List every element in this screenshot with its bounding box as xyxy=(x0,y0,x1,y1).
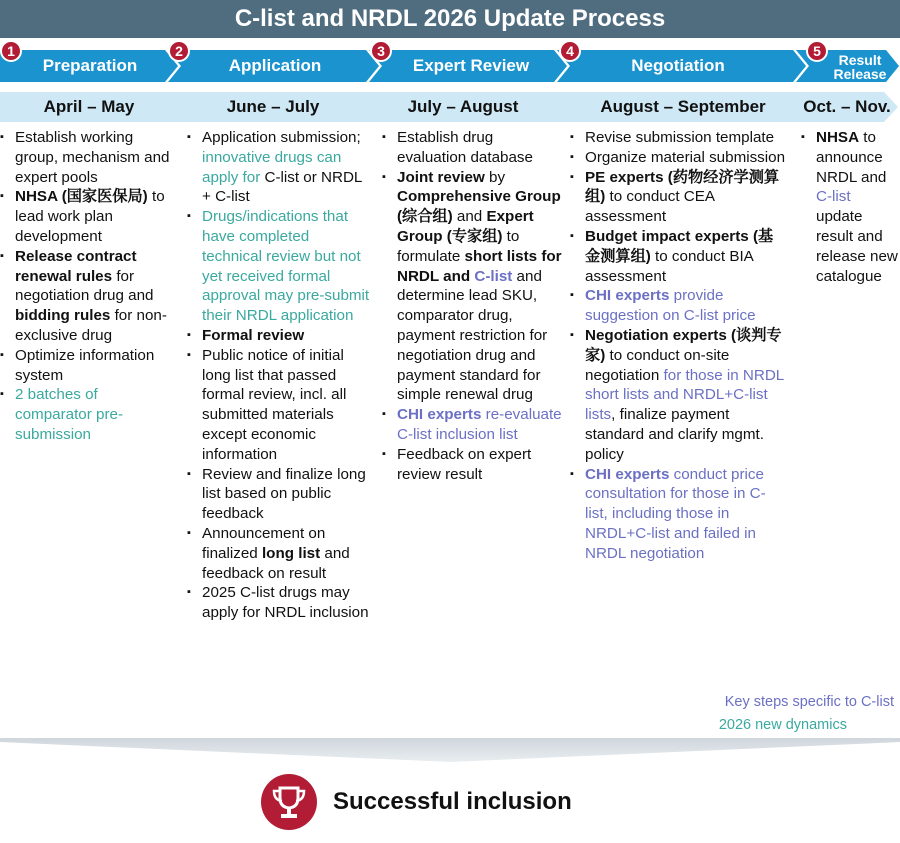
bullet-text: Joint review xyxy=(397,168,485,186)
bullet-item xyxy=(382,445,566,485)
bullet-marker: ▪ xyxy=(570,229,574,242)
bullet-text: conduct price consultation for those in C-list, including those in NRDL+C-list and failed in NRDL negotiation xyxy=(585,465,766,562)
bullet-text: Application submission; xyxy=(202,129,361,146)
bullet-text: NHSA xyxy=(816,129,860,146)
bullet-item xyxy=(187,583,373,623)
bullet-text: NHSA (国家医保局) xyxy=(15,188,148,206)
bullet-text: C-list xyxy=(816,188,851,206)
bullet-item xyxy=(570,128,788,148)
bullet-item xyxy=(187,326,373,346)
bullet-text: provide suggestion on C-list price xyxy=(585,287,756,325)
bullet-item xyxy=(570,148,788,168)
step-label-4: Negotiation xyxy=(631,56,725,75)
bullet-marker: ▪ xyxy=(0,388,4,401)
bullet-text: Optimize information system xyxy=(15,346,155,384)
step-label-5 xyxy=(822,53,898,85)
bullet-marker: ▪ xyxy=(801,131,805,143)
bullet-text: 2 batches of comparator pre-submission xyxy=(15,386,124,443)
bullet-marker: ▪ xyxy=(570,131,574,143)
bullet-item xyxy=(0,385,178,444)
bullet-text: Comprehensive Group (综合组) xyxy=(397,188,561,226)
step-label-3: Expert Review xyxy=(412,56,530,75)
bullet-text: bidding rules xyxy=(15,307,111,325)
negotiation-column xyxy=(570,128,788,564)
bullet-marker: ▪ xyxy=(187,467,191,480)
bullet-item xyxy=(382,168,566,406)
step-number-3: 3 xyxy=(370,40,392,62)
bullet-item xyxy=(801,128,900,286)
bullet-marker: ▪ xyxy=(570,289,574,302)
bullet-text: CHI experts xyxy=(397,406,482,424)
bullet-marker: ▪ xyxy=(187,586,191,599)
trophy-icon xyxy=(261,774,317,830)
period-1: April – May xyxy=(43,97,135,116)
bullet-text: to announce NRDL and xyxy=(816,129,887,186)
bullet-marker: ▪ xyxy=(0,190,4,203)
application-column xyxy=(187,128,373,623)
bullet-marker: ▪ xyxy=(187,328,191,341)
bullet-text: CHI experts xyxy=(585,465,670,483)
bullet-marker: ▪ xyxy=(187,348,191,361)
bullet-text: Feedback on expert review result xyxy=(397,445,532,483)
bullet-marker: ▪ xyxy=(0,348,4,361)
bullet-marker: ▪ xyxy=(570,328,574,341)
bullet-marker: ▪ xyxy=(0,131,4,143)
bullet-item xyxy=(570,227,788,286)
bullet-text: re-evaluate C-list inclusion list xyxy=(397,406,562,443)
bullet-marker: ▪ xyxy=(570,467,574,480)
bullet-marker: ▪ xyxy=(187,526,191,539)
bullet-text: Announcement on finalized xyxy=(202,524,326,562)
bullet-item xyxy=(187,465,373,524)
page-title: C-list and NRDL 2026 Update Process xyxy=(0,0,900,38)
period-3: July – August xyxy=(407,97,519,116)
bullet-marker: ▪ xyxy=(0,249,4,262)
bullet-marker: ▪ xyxy=(187,210,191,223)
bullet-text: Expert Group (专家组) xyxy=(397,208,534,245)
bullet-text: by xyxy=(484,168,506,186)
bullet-marker: ▪ xyxy=(570,170,574,183)
bullet-text: short lists for NRDL and xyxy=(397,247,562,285)
period-4: August – September xyxy=(600,97,766,116)
bullet-text: Public notice of initial long list that passed formal review, incl. all submitted materials except economic information xyxy=(202,346,347,463)
bullet-item xyxy=(187,128,373,207)
outcome-label: Successful inclusion xyxy=(333,788,572,815)
bullet-text: Revise submission template xyxy=(585,129,775,146)
bullet-item xyxy=(187,346,373,465)
step-label-5-line2: Release xyxy=(833,66,887,82)
bullet-text: to conduct BIA assessment xyxy=(585,247,753,285)
bullet-marker: ▪ xyxy=(187,131,191,143)
bullet-text: to conduct CEA assessment xyxy=(585,188,715,226)
result-release-column xyxy=(801,128,900,286)
step-number-4: 4 xyxy=(559,40,581,62)
bullet-item xyxy=(570,168,788,227)
bullet-text: to conduct on-site negotiation xyxy=(585,346,730,384)
bullet-text: for those in NRDL short lists and NRDL+C-list lists xyxy=(585,366,784,424)
bullet-text: and determine lead SKU, comparator drug, payment restriction for negotiation drug and payment standard for simple renewal drug xyxy=(397,267,548,404)
bullet-text: Review and finalize long list based on public feedback xyxy=(202,465,366,523)
bullet-text: and xyxy=(452,208,487,226)
bullet-item xyxy=(187,524,373,583)
bullet-item xyxy=(187,207,373,326)
bullet-text: C-list or NRDL + C-list xyxy=(202,168,362,206)
bullet-text: C-list xyxy=(474,267,513,285)
bullet-text: 2025 C-list drugs may apply for NRDL inclusion xyxy=(202,584,369,622)
bullet-item xyxy=(570,465,788,564)
step-number-1: 1 xyxy=(0,40,22,62)
bullet-item xyxy=(0,247,178,346)
step-label-1: Preparation xyxy=(42,56,138,75)
bullet-item xyxy=(0,187,178,246)
bullet-text: CHI experts xyxy=(585,287,670,305)
bullet-marker: ▪ xyxy=(382,131,386,143)
bullet-item xyxy=(0,128,178,187)
period-5: Oct. – Nov. xyxy=(803,97,891,116)
bullet-marker: ▪ xyxy=(382,170,386,183)
bullet-text: Establish drug evaluation database xyxy=(397,129,533,166)
bullet-text: long list xyxy=(261,544,321,562)
step-label-5-line1: Result xyxy=(838,52,882,68)
bullet-item xyxy=(0,346,178,386)
bullet-text: for non-exclusive drug xyxy=(15,307,167,344)
bullet-text: Drugs/indications that have completed technical review but not yet received formal approval may pre-submit their NRDL application xyxy=(202,208,370,325)
bullet-text: Establish working group, mechanism and expert pools xyxy=(15,129,170,186)
bullet-text: to lead work plan development xyxy=(15,188,165,245)
bullet-text: , finalize payment standard and clarify mgmt. policy xyxy=(585,406,764,463)
bullet-text: and feedback on result xyxy=(202,544,350,582)
bullet-item xyxy=(570,326,788,465)
bullet-text: PE experts (药物经济学测算组) xyxy=(585,168,780,206)
bullet-text: for negotiation drug and xyxy=(15,267,154,305)
step-label-2: Application xyxy=(228,56,322,75)
bullet-item xyxy=(382,128,566,168)
bullet-marker: ▪ xyxy=(382,447,386,460)
bullet-text: Budget impact experts (基金测算组) xyxy=(585,227,774,265)
bullet-text: Negotiation experts (谈判专家) xyxy=(585,326,782,364)
outcome-band xyxy=(0,738,900,764)
expert-review-column xyxy=(382,128,566,484)
legend-clist: Key steps specific to C-list xyxy=(724,694,894,710)
bullet-text: Release contract renewal rules xyxy=(15,247,137,285)
bullet-text: innovative drugs can apply for xyxy=(202,148,342,186)
step-number-5: 5 xyxy=(806,40,828,62)
bullet-marker: ▪ xyxy=(570,150,574,163)
bullet-item xyxy=(382,405,566,445)
bullet-text: Formal review xyxy=(202,326,305,344)
bullet-text: Organize material submission xyxy=(585,148,786,166)
step-number-2: 2 xyxy=(168,40,190,62)
bullet-text: update result and release new catalogue xyxy=(816,208,898,285)
bullet-text: to formulate xyxy=(397,227,520,265)
bullet-marker: ▪ xyxy=(382,408,386,421)
bullet-item xyxy=(570,286,788,326)
preparation-column xyxy=(0,128,178,445)
period-2: June – July xyxy=(226,97,320,116)
legend-2026: 2026 new dynamics xyxy=(718,717,847,733)
